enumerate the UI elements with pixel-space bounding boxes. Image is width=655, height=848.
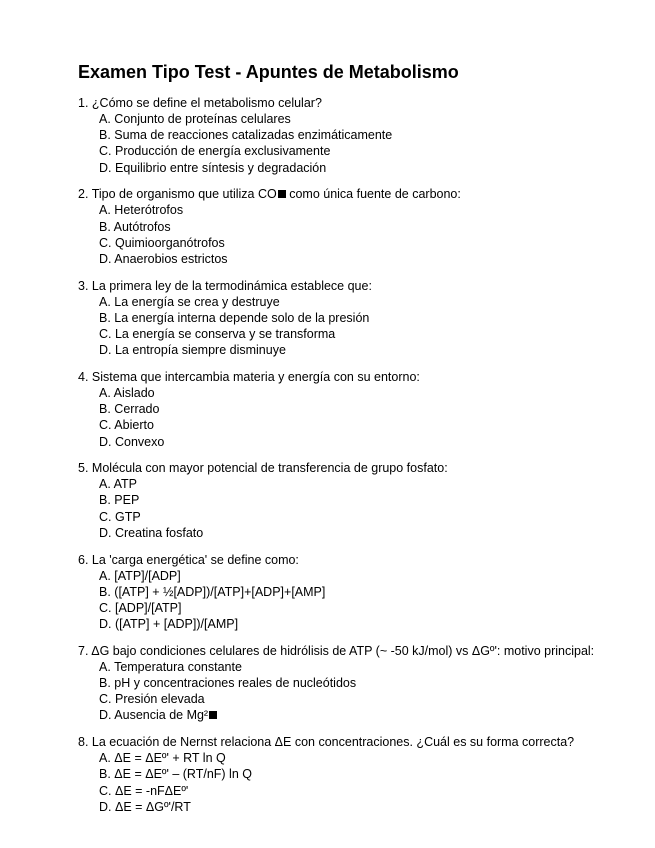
option-d xyxy=(78,707,648,723)
option-text: Convexo xyxy=(114,434,165,449)
option-d xyxy=(78,342,648,358)
question-prompt-start: Tipo de organismo que utiliza CO xyxy=(91,187,277,202)
option-a xyxy=(78,750,648,766)
option-letter: B. xyxy=(99,584,111,599)
option-letter: B. xyxy=(99,219,111,234)
option-b xyxy=(78,310,648,326)
option-text: Presión elevada xyxy=(114,692,205,707)
option-a xyxy=(78,294,648,310)
question-text xyxy=(78,369,648,385)
question-1 xyxy=(78,95,648,176)
option-letter: D. xyxy=(99,617,112,632)
question-number: 7. xyxy=(78,643,89,658)
option-text: Creatina fosfato xyxy=(114,525,204,540)
option-text: [ADP]/[ATP] xyxy=(114,600,182,615)
option-b xyxy=(78,492,648,508)
option-c xyxy=(78,417,648,433)
option-b xyxy=(78,401,648,417)
option-text: Quimioorganótrofos xyxy=(114,235,225,250)
option-letter: A. xyxy=(99,659,111,674)
question-prompt: La ecuación de Nernst relaciona ΔE con concentraciones. ¿Cuál es su forma correcta? xyxy=(91,735,575,750)
question-text xyxy=(78,186,648,202)
question-prompt: ΔG bajo condiciones celulares de hidrólisis de ATP (~ -50 kJ/mol) vs ΔGº': motivo principal: xyxy=(91,643,595,658)
question-number: 1. xyxy=(78,96,89,110)
question-prompt: Molécula con mayor potencial de transferencia de grupo fosfato: xyxy=(91,461,448,476)
option-letter: D. xyxy=(99,799,112,814)
option-letter: A. xyxy=(99,294,111,309)
option-a xyxy=(78,202,648,218)
option-a xyxy=(78,385,648,401)
option-letter: D. xyxy=(99,708,112,723)
option-text: La energía se conserva y se transforma xyxy=(114,327,336,342)
question-2 xyxy=(78,186,648,267)
option-letter: A. xyxy=(99,203,111,218)
option-text: La energía se crea y destruye xyxy=(114,294,280,309)
option-text: Anaerobios estrictos xyxy=(114,251,228,266)
option-letter: A. xyxy=(99,568,111,583)
option-b xyxy=(78,127,648,143)
option-d xyxy=(78,799,648,815)
option-letter: A. xyxy=(99,385,111,400)
option-d xyxy=(78,525,648,541)
option-text: ΔE = ΔEº' + RT ln Q xyxy=(114,751,226,766)
option-a xyxy=(78,568,648,584)
question-prompt: ¿Cómo se define el metabolismo celular? xyxy=(91,96,322,110)
question-text xyxy=(78,460,648,476)
option-text: Aislado xyxy=(113,385,155,400)
option-text: PEP xyxy=(114,493,140,508)
question-number: 8. xyxy=(78,735,89,750)
option-text: ([ATP] + [ADP])/[AMP] xyxy=(114,617,239,632)
option-d xyxy=(78,616,648,632)
missing-glyph-icon xyxy=(209,711,217,719)
option-letter: C. xyxy=(99,692,112,707)
option-text: GTP xyxy=(114,509,141,524)
option-letter: D. xyxy=(99,525,112,540)
option-c xyxy=(78,783,648,799)
question-text xyxy=(78,643,648,659)
option-text: Suma de reacciones catalizadas enzimáticamente xyxy=(114,128,393,143)
option-d xyxy=(78,434,648,450)
option-text: La energía interna depende solo de la presión xyxy=(114,310,370,325)
option-letter: B. xyxy=(99,767,111,782)
option-letter: B. xyxy=(99,310,111,325)
option-letter: B. xyxy=(99,676,111,691)
option-d xyxy=(78,251,648,267)
option-c xyxy=(78,600,648,616)
question-prompt: La primera ley de la termodinámica establece que: xyxy=(91,278,372,293)
option-letter: B. xyxy=(99,493,111,508)
option-letter: D. xyxy=(99,343,112,358)
option-text-start: Ausencia de Mg² xyxy=(114,708,209,723)
option-letter: C. xyxy=(99,509,112,524)
option-text: Producción de energía exclusivamente xyxy=(114,144,331,159)
option-c xyxy=(78,691,648,707)
question-text xyxy=(78,734,648,750)
option-b xyxy=(78,219,648,235)
question-number: 3. xyxy=(78,278,89,293)
option-text: ATP xyxy=(113,477,137,492)
question-number: 2. xyxy=(78,187,89,202)
option-letter: C. xyxy=(99,327,112,342)
option-text: Equilibrio entre síntesis y degradación xyxy=(114,160,327,175)
option-text: ([ATP] + ½[ADP])/[ATP]+[ADP]+[AMP] xyxy=(114,584,326,599)
option-text: Autótrofos xyxy=(113,219,171,234)
option-text: Cerrado xyxy=(114,402,160,417)
question-text xyxy=(78,278,648,294)
question-5 xyxy=(78,460,648,541)
option-b xyxy=(78,584,648,600)
question-7 xyxy=(78,643,648,724)
option-text: Abierto xyxy=(114,418,154,433)
question-prompt: La 'carga energética' se define como: xyxy=(91,552,299,567)
option-letter: C. xyxy=(99,783,112,798)
option-text: La entropía siempre disminuye xyxy=(114,343,286,358)
question-text xyxy=(78,552,648,568)
option-text: pH y concentraciones reales de nucleótidos xyxy=(114,676,357,691)
page-title: Examen Tipo Test - Apuntes de Metabolismo xyxy=(78,62,459,82)
missing-glyph-icon xyxy=(278,190,286,198)
option-letter: A. xyxy=(99,477,111,492)
question-prompt: Sistema que intercambia materia y energía con su entorno: xyxy=(91,369,420,384)
option-b xyxy=(78,675,648,691)
question-4 xyxy=(78,369,648,450)
question-number: 4. xyxy=(78,369,89,384)
option-c xyxy=(78,143,648,159)
option-a xyxy=(78,659,648,675)
question-3 xyxy=(78,278,648,359)
option-text: Conjunto de proteínas celulares xyxy=(114,112,291,126)
question-8 xyxy=(78,734,648,815)
question-text xyxy=(78,95,648,111)
option-a xyxy=(78,111,648,127)
option-text: ΔE = ΔGº'/RT xyxy=(114,799,191,814)
option-c xyxy=(78,326,648,342)
option-letter: B. xyxy=(99,128,111,143)
option-b xyxy=(78,766,648,782)
option-d xyxy=(78,160,648,176)
question-6 xyxy=(78,552,648,633)
question-number: 5. xyxy=(78,461,89,476)
option-text: Temperatura constante xyxy=(114,659,242,674)
option-letter: B. xyxy=(99,402,111,417)
option-c xyxy=(78,509,648,525)
question-number: 6. xyxy=(78,552,89,567)
option-letter: C. xyxy=(99,418,112,433)
option-letter: D. xyxy=(99,160,112,175)
option-letter: A. xyxy=(99,112,111,126)
option-c xyxy=(78,235,648,251)
option-letter: C. xyxy=(99,235,112,250)
option-letter: D. xyxy=(99,434,112,449)
option-a xyxy=(78,476,648,492)
option-text: ΔE = ΔEº' – (RT/nF) ln Q xyxy=(114,767,252,782)
option-letter: D. xyxy=(99,251,112,266)
option-text: Heterótrofos xyxy=(114,203,184,218)
option-text: ΔE = -nFΔEº' xyxy=(114,783,189,798)
question-list xyxy=(78,95,648,826)
option-letter: C. xyxy=(99,600,112,615)
option-text: [ATP]/[ADP] xyxy=(114,568,181,583)
option-letter: C. xyxy=(99,144,112,159)
question-prompt-end: como única fuente de carbono: xyxy=(285,187,461,202)
option-letter: A. xyxy=(99,751,111,766)
